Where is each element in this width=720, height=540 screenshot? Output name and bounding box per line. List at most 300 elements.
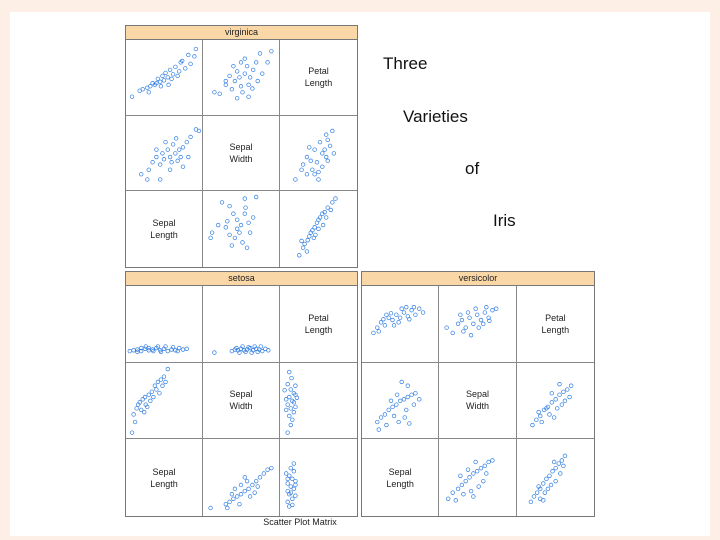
data-point xyxy=(532,495,536,499)
data-point xyxy=(315,160,319,164)
data-point xyxy=(181,348,185,352)
data-point xyxy=(402,311,406,315)
data-point xyxy=(164,71,168,75)
data-point xyxy=(301,246,305,250)
data-point xyxy=(224,79,228,83)
data-point xyxy=(406,395,410,399)
data-point xyxy=(130,430,134,434)
data-point xyxy=(414,391,418,395)
variable-label-word: Length xyxy=(304,324,333,335)
data-point xyxy=(286,382,290,386)
data-point xyxy=(166,349,170,353)
data-point xyxy=(561,390,565,394)
splom-grid xyxy=(126,286,357,516)
data-point xyxy=(128,349,132,353)
data-point xyxy=(284,408,288,412)
data-point xyxy=(310,168,314,172)
scatter-plot xyxy=(439,439,515,516)
scatter-cell xyxy=(280,191,357,267)
data-point xyxy=(233,236,237,240)
data-point xyxy=(392,414,396,418)
data-point xyxy=(387,408,391,412)
variable-label-word: Petal xyxy=(308,66,329,77)
data-point xyxy=(547,474,551,478)
data-point xyxy=(248,76,252,80)
data-point xyxy=(398,316,402,320)
data-point xyxy=(550,470,554,474)
variable-label xyxy=(280,312,357,336)
title-word-three: Three xyxy=(383,54,428,73)
scatter-cell xyxy=(439,439,516,516)
data-point xyxy=(400,307,404,311)
data-point xyxy=(324,133,328,137)
data-point xyxy=(209,506,213,510)
data-point xyxy=(247,95,251,99)
data-point xyxy=(243,57,247,61)
data-point xyxy=(243,490,247,494)
data-point xyxy=(287,370,291,374)
data-point xyxy=(166,367,170,371)
data-point xyxy=(460,483,464,487)
data-point xyxy=(292,410,296,414)
scatter-plot xyxy=(362,363,438,439)
data-point xyxy=(177,147,181,151)
data-point xyxy=(397,320,401,324)
data-point xyxy=(402,397,406,401)
data-point xyxy=(171,142,175,146)
diagonal-label-cell xyxy=(439,363,516,440)
data-point xyxy=(334,197,338,201)
variable-label-word: Sepal xyxy=(465,389,489,400)
scatter-cell xyxy=(439,286,516,363)
data-point xyxy=(239,493,243,497)
variable-label-word: Width xyxy=(229,401,253,412)
data-point xyxy=(468,316,472,320)
data-point xyxy=(155,155,159,159)
data-point xyxy=(318,140,322,144)
data-point xyxy=(474,307,478,311)
data-point xyxy=(460,318,464,322)
data-point xyxy=(544,477,548,481)
data-point xyxy=(216,224,220,228)
data-point xyxy=(412,402,416,406)
data-point xyxy=(303,242,307,246)
data-point xyxy=(254,196,258,200)
title-word-varieties: Varieties xyxy=(403,107,468,126)
data-point xyxy=(259,345,263,349)
data-point xyxy=(467,311,471,315)
data-point xyxy=(468,476,472,480)
scatter-plot xyxy=(280,363,357,439)
data-point xyxy=(262,472,266,476)
data-point xyxy=(170,77,174,81)
data-point xyxy=(241,90,245,94)
data-point xyxy=(477,485,481,489)
data-point xyxy=(392,324,396,328)
data-point xyxy=(328,144,332,148)
data-point xyxy=(324,216,328,220)
data-point xyxy=(292,487,296,491)
variable-label-word: Petal xyxy=(308,312,329,323)
data-point xyxy=(535,491,539,495)
data-point xyxy=(470,490,474,494)
data-point xyxy=(483,311,487,315)
data-point xyxy=(464,480,468,484)
data-point xyxy=(553,467,557,471)
scatter-plot xyxy=(126,116,202,191)
variable-label-word: Length xyxy=(304,78,333,89)
data-point xyxy=(553,480,557,484)
panel-versicolor xyxy=(361,271,595,517)
data-point xyxy=(385,423,389,427)
data-point xyxy=(317,177,321,181)
data-point xyxy=(563,454,567,458)
data-point xyxy=(557,393,561,397)
data-point xyxy=(153,384,157,388)
diagonal-label-cell xyxy=(517,286,594,363)
data-point xyxy=(558,472,562,476)
data-point xyxy=(323,147,327,151)
scatter-cell xyxy=(203,191,280,267)
data-point xyxy=(267,348,271,352)
data-point xyxy=(567,395,571,399)
data-point xyxy=(176,74,180,78)
data-point xyxy=(286,482,290,486)
scatter-plot xyxy=(126,286,202,362)
scatter-plot xyxy=(362,286,438,362)
data-point xyxy=(538,414,542,418)
scatter-plot xyxy=(203,286,279,362)
data-point xyxy=(289,387,293,391)
data-point xyxy=(305,155,309,159)
data-point xyxy=(320,165,324,169)
variable-label-word: Length xyxy=(150,478,178,489)
data-point xyxy=(186,53,190,57)
data-point xyxy=(143,347,147,351)
scatter-cell xyxy=(126,40,203,116)
data-point xyxy=(324,155,328,159)
scatter-cell xyxy=(362,286,439,363)
data-point xyxy=(235,70,239,74)
data-point xyxy=(286,402,290,406)
title-word-iris: Iris xyxy=(493,211,516,230)
data-point xyxy=(183,67,187,71)
data-point xyxy=(232,212,236,216)
data-point xyxy=(181,145,185,149)
data-point xyxy=(313,226,317,230)
data-point xyxy=(284,472,288,476)
scatter-cell xyxy=(280,116,357,192)
data-point xyxy=(247,221,251,225)
variable-label xyxy=(203,141,279,165)
data-point xyxy=(326,138,330,142)
data-point xyxy=(313,147,317,151)
data-point xyxy=(213,90,217,94)
scatter-cell xyxy=(280,439,357,516)
strip-label: setosa xyxy=(126,272,357,286)
diagonal-label-cell xyxy=(362,439,439,516)
data-point xyxy=(166,76,170,80)
data-point xyxy=(379,415,383,419)
scatter-plot xyxy=(280,116,357,191)
diagonal-label-cell xyxy=(203,116,280,192)
data-point xyxy=(404,305,408,309)
data-point xyxy=(400,380,404,384)
data-point xyxy=(286,430,290,434)
data-point xyxy=(474,460,478,464)
data-point xyxy=(289,467,293,471)
data-point xyxy=(332,151,336,155)
scatter-cell xyxy=(203,439,280,516)
data-point xyxy=(166,147,170,151)
data-point xyxy=(477,326,481,330)
variable-label-word: Sepal xyxy=(152,218,176,229)
data-point xyxy=(135,406,139,410)
variable-label xyxy=(126,466,202,490)
data-point xyxy=(289,406,293,410)
data-point xyxy=(314,233,318,237)
data-point xyxy=(286,500,290,504)
data-point xyxy=(375,420,379,424)
data-point xyxy=(251,68,255,72)
data-point xyxy=(547,412,551,416)
data-point xyxy=(161,384,165,388)
data-point xyxy=(235,227,239,231)
scatter-cell xyxy=(126,286,203,363)
data-point xyxy=(398,399,402,403)
diagonal-label-cell xyxy=(203,363,280,440)
data-point xyxy=(540,420,544,424)
data-point xyxy=(189,62,193,66)
data-point xyxy=(266,468,270,472)
variable-label xyxy=(280,65,357,89)
variable-label-word: Length xyxy=(150,230,178,241)
data-point xyxy=(482,480,486,484)
data-point xyxy=(457,487,461,491)
data-point xyxy=(177,70,181,74)
variable-label xyxy=(362,466,438,490)
data-point xyxy=(243,197,247,201)
data-point xyxy=(133,420,137,424)
data-point xyxy=(301,162,305,166)
data-point xyxy=(144,345,148,349)
scatter-plot xyxy=(517,439,594,516)
data-point xyxy=(289,423,293,427)
scatter-plot xyxy=(280,439,357,516)
data-point xyxy=(238,231,242,235)
data-point xyxy=(451,331,455,335)
data-point xyxy=(294,480,298,484)
data-point xyxy=(270,467,274,471)
data-point xyxy=(410,393,414,397)
variable-label-word: Sepal xyxy=(229,141,253,152)
data-point xyxy=(300,168,304,172)
data-point xyxy=(224,226,228,230)
data-point xyxy=(185,347,189,351)
data-point xyxy=(476,470,480,474)
data-point xyxy=(233,487,237,491)
data-point xyxy=(397,420,401,424)
data-point xyxy=(194,47,198,51)
data-point xyxy=(300,239,304,243)
data-point xyxy=(209,236,213,240)
data-point xyxy=(235,96,239,100)
data-point xyxy=(193,55,197,59)
variable-label-word: Sepal xyxy=(229,389,253,400)
data-point xyxy=(239,84,243,88)
scatter-cell xyxy=(126,363,203,440)
data-point xyxy=(238,76,242,80)
data-point xyxy=(470,333,474,337)
data-point xyxy=(557,382,561,386)
data-point xyxy=(181,165,185,169)
data-point xyxy=(487,460,491,464)
data-point xyxy=(254,480,258,484)
splom-grid xyxy=(126,40,357,267)
data-point xyxy=(230,244,234,248)
panel-virginica xyxy=(125,25,358,268)
data-point xyxy=(467,468,471,472)
data-point xyxy=(245,64,249,68)
data-point xyxy=(218,92,222,96)
data-point xyxy=(549,483,553,487)
data-point xyxy=(377,427,381,431)
data-point xyxy=(529,500,533,504)
data-point xyxy=(447,497,451,501)
data-point xyxy=(395,313,399,317)
data-point xyxy=(210,231,214,235)
data-point xyxy=(292,462,296,466)
data-point xyxy=(462,493,466,497)
data-point xyxy=(185,140,189,144)
data-point xyxy=(251,87,255,91)
data-point xyxy=(305,250,309,254)
data-point xyxy=(174,65,178,69)
data-point xyxy=(476,313,480,317)
data-point xyxy=(220,201,224,205)
data-point xyxy=(483,464,487,468)
data-point xyxy=(155,387,159,391)
data-point xyxy=(290,497,294,501)
data-point xyxy=(495,307,499,311)
data-point xyxy=(224,83,228,87)
data-point xyxy=(454,499,458,503)
data-point xyxy=(147,90,151,94)
data-point xyxy=(479,467,483,471)
data-point xyxy=(417,307,421,311)
data-point xyxy=(557,462,561,466)
scatter-plot-matrix-caption: Scatter Plot Matrix xyxy=(263,517,337,527)
data-point xyxy=(383,324,387,328)
data-point xyxy=(243,476,247,480)
data-point xyxy=(284,397,288,401)
variable-label-word: Length xyxy=(386,478,414,489)
diagonal-label-cell xyxy=(126,191,203,267)
data-point xyxy=(247,83,251,87)
data-point xyxy=(417,397,421,401)
data-point xyxy=(546,487,550,491)
data-point xyxy=(148,399,152,403)
data-point xyxy=(245,246,249,250)
data-point xyxy=(541,482,545,486)
data-point xyxy=(241,241,245,245)
data-point xyxy=(404,408,408,412)
data-point xyxy=(258,476,262,480)
data-point xyxy=(485,305,489,309)
data-point xyxy=(307,235,311,239)
data-point xyxy=(248,495,252,499)
data-point xyxy=(142,410,146,414)
data-point xyxy=(159,84,163,88)
data-point xyxy=(543,491,547,495)
data-point xyxy=(141,397,145,401)
splom-grid xyxy=(362,286,594,516)
data-point xyxy=(307,145,311,149)
data-point xyxy=(459,313,463,317)
data-point xyxy=(290,376,294,380)
data-point xyxy=(412,305,416,309)
data-point xyxy=(377,330,381,334)
data-point xyxy=(228,74,232,78)
data-point xyxy=(451,491,455,495)
scatter-cell xyxy=(517,363,594,440)
data-point xyxy=(245,480,249,484)
data-point xyxy=(232,497,236,501)
data-point xyxy=(320,151,324,155)
data-point xyxy=(294,483,298,487)
data-point xyxy=(164,380,168,384)
variable-label-word: Sepal xyxy=(388,466,412,477)
data-point xyxy=(330,129,334,133)
data-point xyxy=(491,308,495,312)
data-point xyxy=(176,159,180,163)
strip-label: virginica xyxy=(126,26,357,40)
data-point xyxy=(232,64,236,68)
data-point xyxy=(534,418,538,422)
data-point xyxy=(159,377,163,381)
data-point xyxy=(414,313,418,317)
data-point xyxy=(295,396,299,400)
variable-label xyxy=(517,312,594,336)
data-point xyxy=(286,477,290,481)
data-point xyxy=(462,330,466,334)
data-point xyxy=(256,79,260,83)
title-word-of: of xyxy=(465,159,480,178)
strip-label: versicolor xyxy=(362,272,594,286)
data-point xyxy=(233,79,237,83)
data-point xyxy=(247,487,251,491)
data-point xyxy=(294,177,298,181)
data-point xyxy=(403,415,407,419)
data-point xyxy=(421,311,425,315)
diagonal-label-cell xyxy=(126,439,203,516)
data-point xyxy=(552,460,556,464)
scatter-plot xyxy=(517,363,594,439)
data-point xyxy=(541,499,545,503)
data-point xyxy=(158,80,162,84)
data-point xyxy=(145,177,149,181)
data-point xyxy=(168,155,172,159)
data-point xyxy=(536,410,540,414)
scatter-plot xyxy=(126,40,202,115)
data-point xyxy=(155,147,159,151)
scatter-cell xyxy=(203,40,280,116)
data-point xyxy=(141,87,145,91)
data-point xyxy=(213,351,217,355)
data-point xyxy=(179,155,183,159)
data-point xyxy=(253,491,257,495)
data-point xyxy=(375,326,379,330)
